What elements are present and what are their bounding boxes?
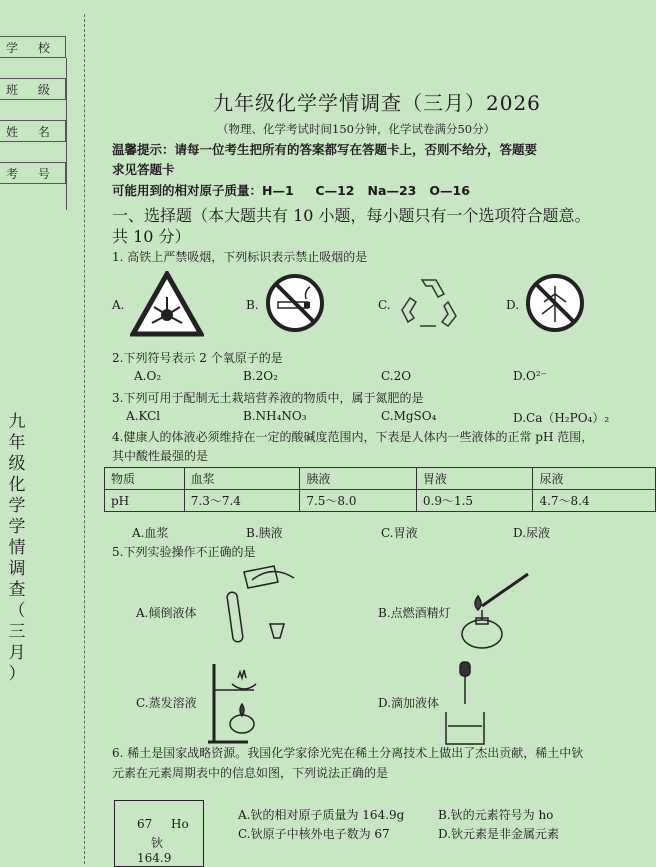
vertical-title-char: 调 [8, 559, 26, 579]
question-4-line-1: 4.健康人的体液必须维持在一定的酸碱度范围内，下表是人体内一些液体的正常 pH 范围， [112, 430, 594, 444]
table-cell: 胰液 [300, 468, 417, 490]
q4-option-d: D.尿液 [513, 526, 551, 540]
q5-option-b: B.点燃酒精灯 [378, 606, 451, 620]
element-mass: 164.9 [137, 851, 172, 865]
q2-option-d: D.O²⁻ [513, 369, 547, 383]
table-row [105, 490, 656, 512]
q5-option-c: C.蒸发溶液 [136, 696, 197, 710]
q6-option-d: D.钬元素是非金属元素 [438, 827, 560, 841]
element-symbol: Ho [171, 817, 189, 831]
table-cell: pH [105, 490, 185, 512]
q2-option-b: B.2O₂ [243, 369, 278, 383]
q3-option-d: D.Ca（H₂PO₄）₂ [513, 411, 610, 425]
vertical-title-char: 学 [8, 496, 26, 516]
section-heading-2: 共 10 分） [112, 227, 191, 246]
question-4-line-2: 其中酸性最强的是 [112, 449, 209, 463]
question-5: 5.下列实验操作不正确的是 [112, 545, 256, 559]
vertical-title-char: 查 [8, 580, 26, 600]
lighting-alcohol-lamp-icon [452, 570, 534, 652]
vertical-title-char: 月 [8, 643, 26, 663]
binding-dashed-line [84, 14, 85, 864]
q5-option-a: A.倾倒液体 [136, 606, 197, 620]
q2-option-a: A.O₂ [134, 369, 162, 383]
q2-option-c: C.2O [381, 369, 412, 383]
table-cell: 尿液 [533, 468, 656, 490]
question-2: 2.下列符号表示 2 个氧原子的是 [112, 351, 283, 365]
school-field [0, 36, 66, 58]
q4-option-c: C.胃液 [381, 526, 418, 540]
q6-option-b: B.钬的元素符号为 ho [438, 808, 554, 822]
name-label: 姓 名 [6, 125, 58, 139]
atomic-mass-line: 可能用到的相对原子质量：H—1 C—12 Na—23 O—16 [112, 183, 470, 198]
q4-option-a: A.血浆 [132, 526, 169, 540]
section-heading-1: 一、选择题（本大题共有 10 小题，每小题只有一个选项符合题意。 [112, 206, 591, 225]
vertical-title-char: 情 [8, 538, 26, 558]
q6-option-a: A.钬的相对原子质量为 164.9g [238, 808, 405, 822]
q5-option-d: D.滴加液体 [378, 696, 440, 710]
q3-option-c: C.MgSO₄ [381, 409, 437, 423]
element-number: 67 [137, 817, 153, 831]
evaporating-solution-icon [208, 660, 272, 746]
table-cell: 血浆 [184, 468, 300, 490]
vertical-title-char: ） [8, 664, 26, 684]
exam-subtitle: （物理、化学考试时间150分钟，化学试卷满分50分） [217, 122, 496, 136]
table-cell: 0.9～1.5 [416, 490, 533, 512]
element-card-holmium [114, 800, 204, 867]
q3-option-b: B.NH₄NO₃ [243, 409, 307, 423]
tip-line-1: 温馨提示：请每一位考生把所有的答案都写在答题卡上，否则不给分，答题要 [112, 142, 538, 157]
vertical-title-char: 年 [8, 433, 26, 453]
vertical-title-char: 九 [8, 412, 26, 432]
table-cell: 7.5～8.0 [300, 490, 417, 512]
element-name: 钬 [151, 836, 164, 850]
question-3: 3.下列可用于配制无土栽培营养液的物质中，属于氮肥的是 [112, 391, 424, 405]
ph-table [104, 467, 656, 512]
table-cell: 4.7～8.4 [533, 490, 656, 512]
q3-option-a: A.KCl [126, 409, 161, 423]
dropping-liquid-icon [440, 660, 490, 746]
question-6-line-1: 6. 稀土是国家战略资源。我国化学家徐光宪在稀土分离技术上做出了杰出贡献，稀土中钬 [112, 746, 584, 760]
school-label: 学 校 [6, 41, 58, 55]
vertical-title-char: （ [8, 601, 26, 621]
q1-option-b: B. [246, 298, 259, 312]
id-label: 考 号 [6, 167, 58, 181]
question-1: 1. 高铁上严禁吸烟，下列标识表示禁止吸烟的是 [112, 250, 368, 264]
table-cell: 物质 [105, 468, 185, 490]
question-6-line-2: 元素在元素周期表中的信息如图，下列说法正确的是 [112, 766, 389, 780]
class-label: 班 级 [6, 83, 58, 97]
vertical-title-char: 学 [8, 517, 26, 537]
vertical-title-char: 级 [8, 454, 26, 474]
table-row [105, 468, 656, 490]
pouring-liquid-icon [222, 562, 304, 654]
table-cell: 7.3～7.4 [184, 490, 300, 512]
recycle-icon [398, 272, 460, 330]
vertical-exam-title [4, 412, 30, 685]
binding-frame [0, 58, 67, 210]
q6-option-c: C.钬原子中核外电子数为 67 [238, 827, 390, 841]
q1-option-d: D. [506, 298, 520, 312]
explosive-warning-icon [130, 271, 204, 337]
no-smoking-icon [264, 272, 326, 334]
tip-line-2: 求见答题卡 [112, 162, 175, 177]
q4-option-b: B.胰液 [246, 526, 283, 540]
q1-option-a: A. [112, 298, 125, 312]
no-fireworks-icon [524, 272, 586, 334]
vertical-title-char: 化 [8, 475, 26, 495]
vertical-title-char: 三 [8, 622, 26, 642]
q1-option-c: C. [378, 298, 391, 312]
page-title: 九年级化学学情调查（三月）2026 [213, 91, 541, 115]
table-cell: 胃液 [416, 468, 533, 490]
